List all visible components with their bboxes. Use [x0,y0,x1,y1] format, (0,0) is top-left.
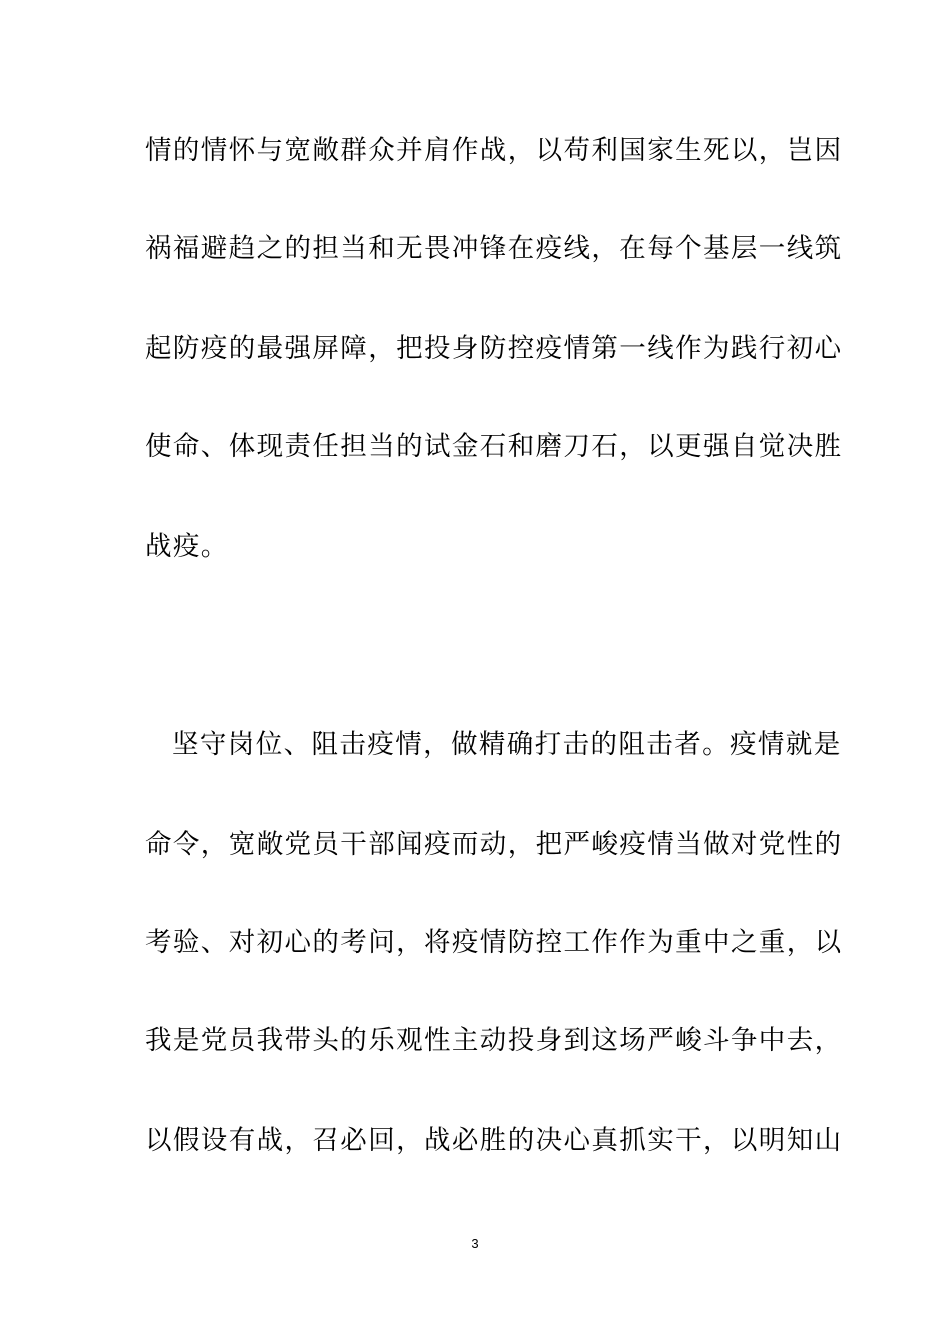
paragraph-2-line-5: 以假设有战，召必回，战必胜的决心真抓实干，以明知山 [145,1125,843,1156]
paragraph-2-line-3: 考验、对初心的考问，将疫情防控工作作为重中之重，以 [145,927,843,958]
page-number: 3 [471,1236,479,1251]
paragraph-1-line-1: 情的情怀与宽敞群众并肩作战，以苟利国家生死以，岂因 [145,135,843,166]
paragraph-1-line-2: 祸福避趋之的担当和无畏冲锋在疫线，在每个基层一线筑 [145,233,843,264]
paragraph-1-line-5: 战疫。 [145,531,229,562]
paragraph-2-line-2: 命令，宽敞党员干部闻疫而动，把严峻疫情当做对党性的 [145,829,843,860]
paragraph-1-line-4: 使命、体现责任担当的试金石和磨刀石，以更强自觉决胜 [145,431,843,462]
paragraph-1-line-3: 起防疫的最强屏障，把投身防控疫情第一线作为践行初心 [145,333,843,364]
paragraph-2-line-1: 坚守岗位、阻击疫情，做精确打击的阻击者。疫情就是 [172,729,842,760]
paragraph-2-line-4: 我是党员我带头的乐观性主动投身到这场严峻斗争中去， [145,1025,843,1056]
